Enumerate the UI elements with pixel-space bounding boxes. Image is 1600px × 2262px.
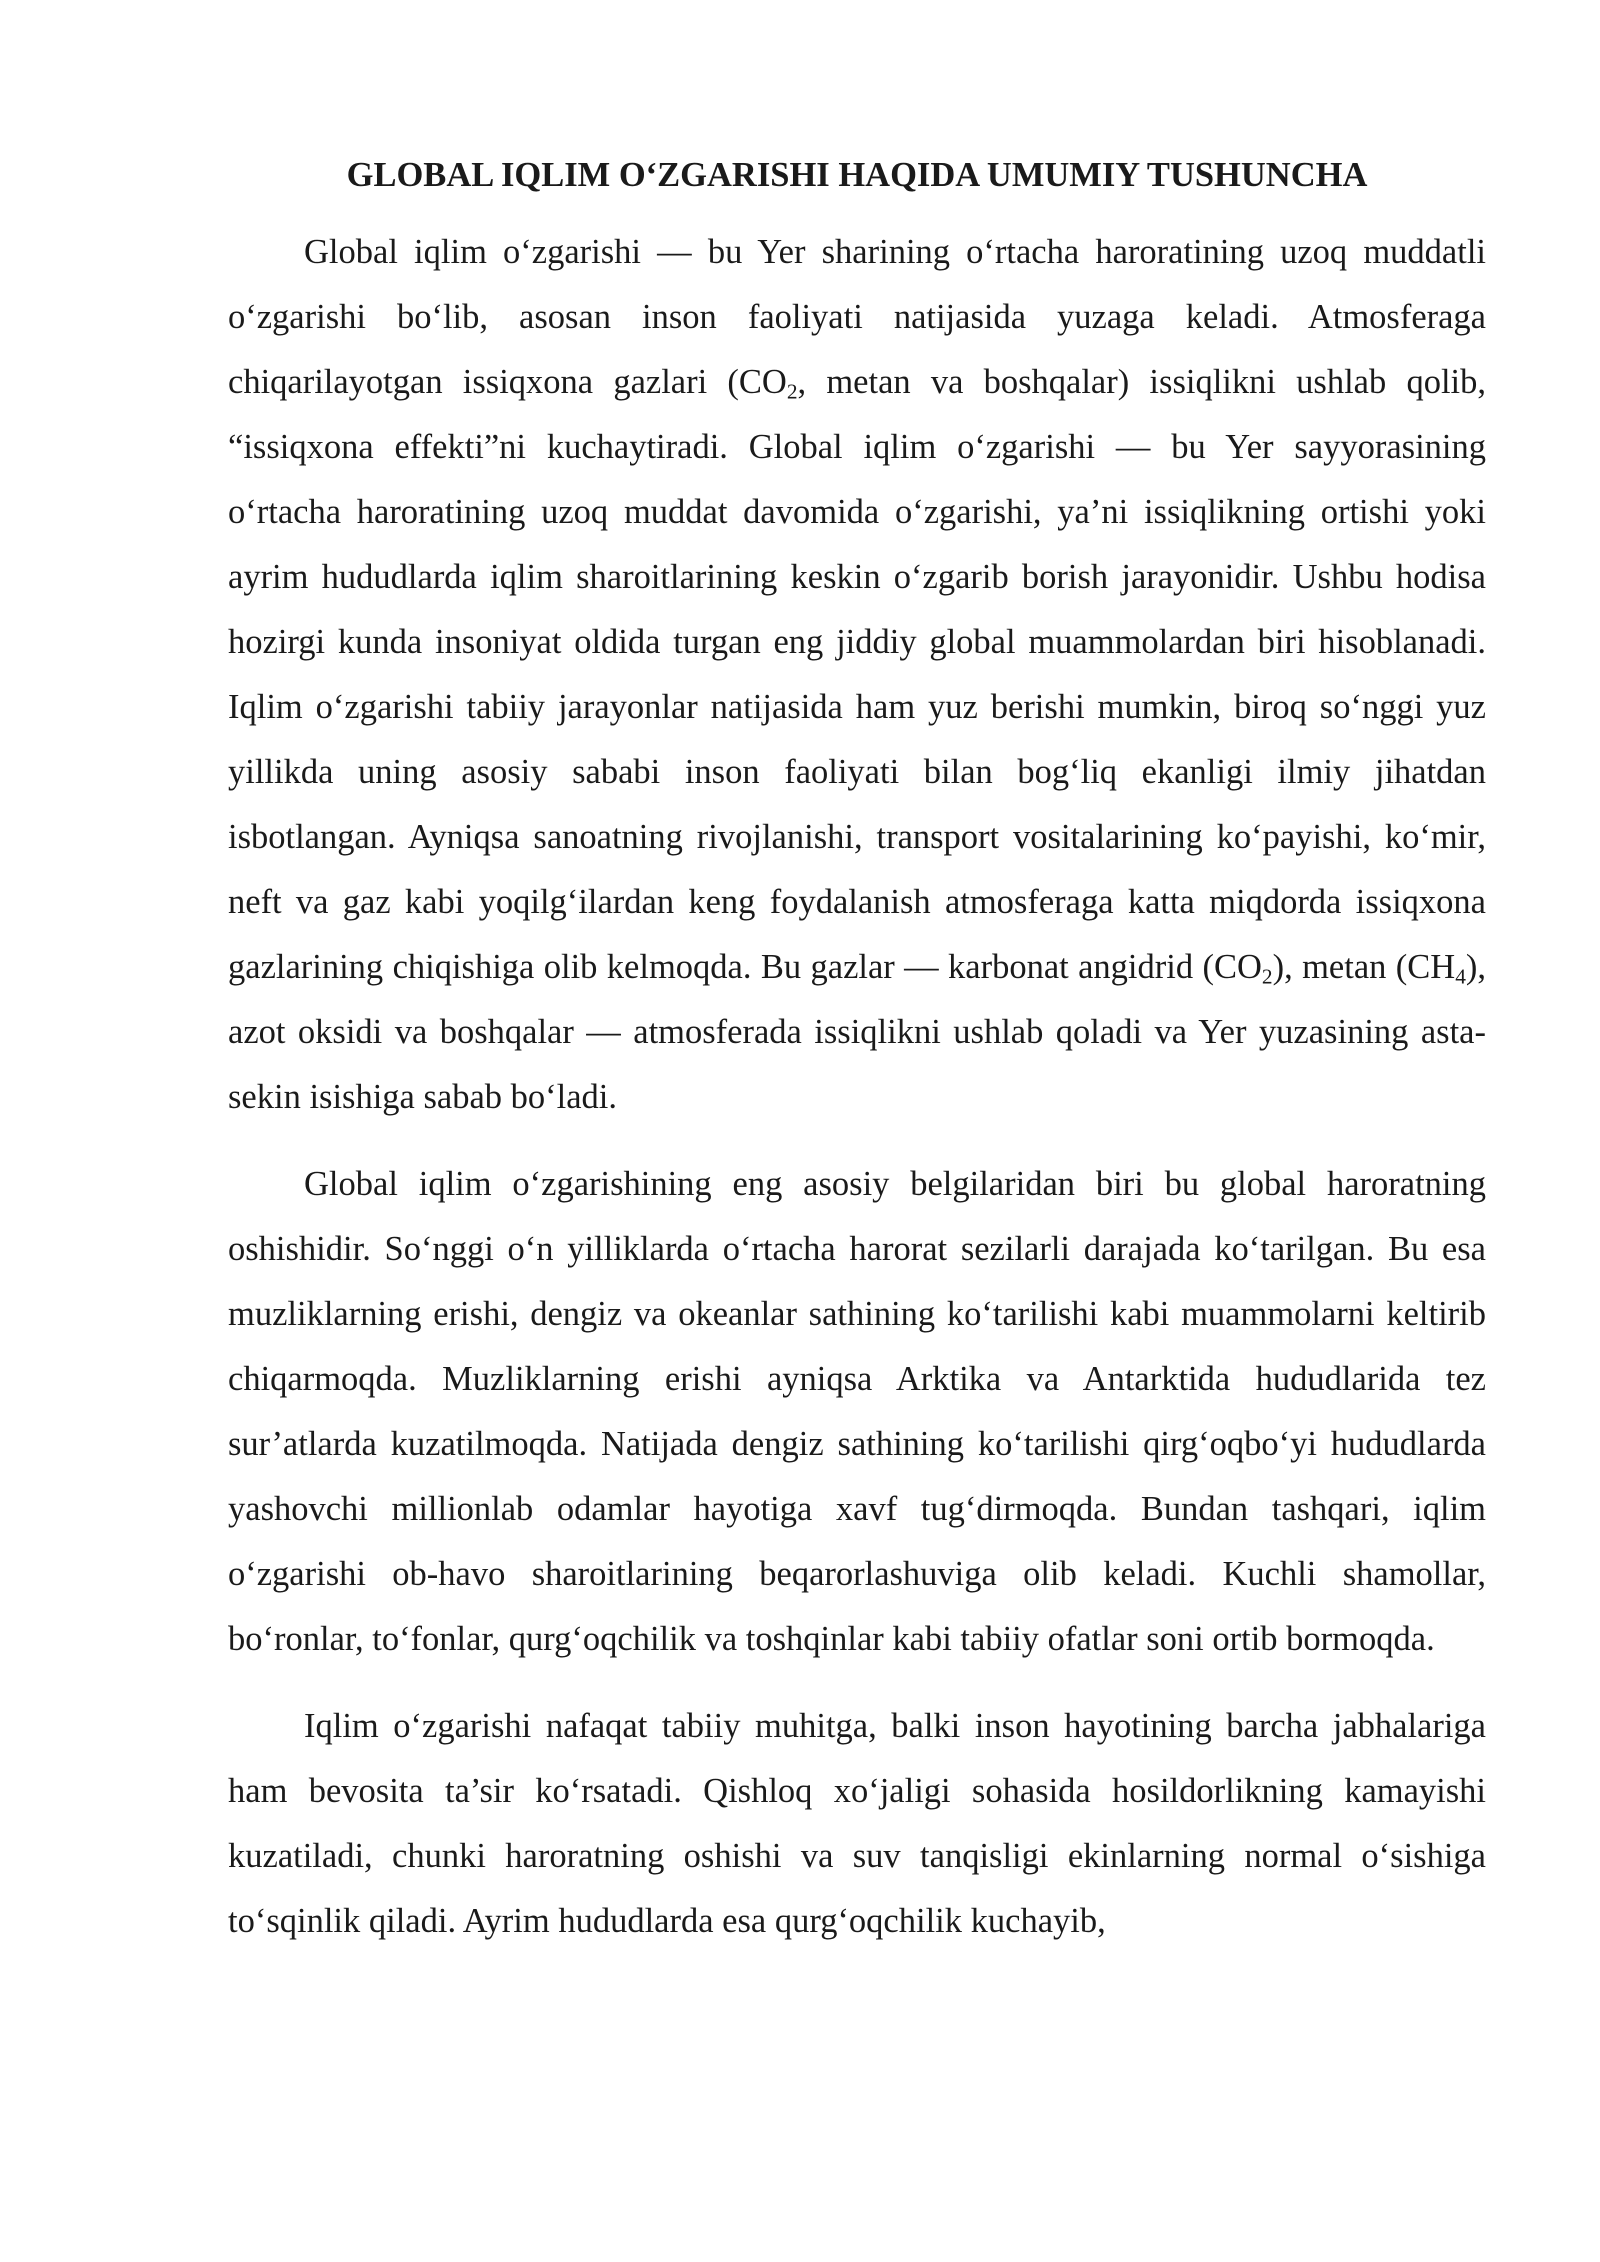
subscript-co2-b: 2 <box>1261 964 1273 989</box>
document-page <box>228 150 1486 1976</box>
paragraph-1-text-b: , metan va boshqalar) issiqlikni ushlab qolib, “issiqxona effekti”ni kuchaytiradi. Global iqlim o‘zgarishi — bu Yer sayyorasining o‘rtacha haroratining uzoq muddat davomida o‘zgarishi, ya’ni issiqlikning ortishi yoki ayrim hududlarda iqlim sharoitlarining keskin o‘zgarib borish jarayonidir. Ushbu hodisa hozirgi kunda insoniyat oldida turgan eng jiddiy global muammolardan biri hisoblanadi. Iqlim o‘zgarishi tabiiy jarayonlar natijasida ham yuz berishi mumkin, biroq so‘nggi yuz yillikda uning asosiy sababi inson faoliyati bilan bog‘liq ekanligi ilmiy jihatdan isbotlangan. Ayniqsa sanoatning rivojlanishi, transport vositalarining ko‘payishi, ko‘mir, neft va gaz kabi yoqilg‘ilardan keng foydalanish atmosferaga katta miqdorda issiqxona gazlarining chiqishiga olib kelmoqda. Bu gazlar — karbonat angidrid (CO <box>228 363 1486 986</box>
paragraph-3: Iqlim o‘zgarishi nafaqat tabiiy muhitga, balki inson hayotining barcha jabhalariga ham bevosita ta’sir ko‘rsatadi. Qishloq xo‘jaligi sohasida hosildorlikning kamayishi kuzatiladi, chunki haroratning oshishi va suv tanqisligi ekinlarning normal o‘sishiga to‘sqinlik qiladi. Ayrim hududlarda esa qurg‘oqchilik kuchayib, <box>228 1707 1486 1940</box>
paragraph-1 <box>228 220 1486 1130</box>
document-title: GLOBAL IQLIM O‘ZGARISHI HAQIDA UMUMIY TUSHUNCHA <box>346 156 1368 194</box>
subscript-ch4: 4 <box>1455 964 1466 989</box>
paragraph-2: Global iqlim o‘zgarishining eng asosiy belgilaridan biri bu global haroratning oshishidir. So‘nggi o‘n yilliklarda o‘rtacha harorat sezilarli darajada ko‘tarilgan. Bu esa muzliklarning erishi, dengiz va okeanlar sathining ko‘tarilishi kabi muammolarni keltirib chiqarmoqda. Muzliklarning erishi ayniqsa Arktika va Antarktida hududlarida tez sur’atlarda kuzatilmoqda. Natijada dengiz sathining ko‘tarilishi qirg‘oqbo‘yi hududlarda yashovchi millionlab odamlar hayotiga xavf tug‘dirmoqda. Bundan tashqari, iqlim o‘zgarishi ob-havo sharoitlarining beqarorlashuviga olib keladi. Kuchli shamollar, bo‘ronlar, to‘fonlar, qurg‘oqchilik va toshqinlar kabi tabiiy ofatlar soni ortib bormoqda. <box>228 1165 1486 1658</box>
subscript-co2-a: 2 <box>786 379 798 404</box>
paragraph-1-text-a: Global iqlim o‘zgarishi — bu Yer sharining o‘rtacha haroratining uzoq muddatli o‘zgarishi bo‘lib, asosan inson faoliyati natijasida yuzaga keladi. Atmosferaga chiqarilayotgan issiqxona gazlari (CO <box>228 233 1486 401</box>
paragraph-1-text-c: ), metan (CH <box>1272 948 1456 986</box>
paragraph-1-text-d: ), azot oksidi va boshqalar — atmosferada issiqlikni ushlab qoladi va Yer yuzasining asta-sekin isishiga sabab bo‘ladi. <box>228 948 1486 1116</box>
